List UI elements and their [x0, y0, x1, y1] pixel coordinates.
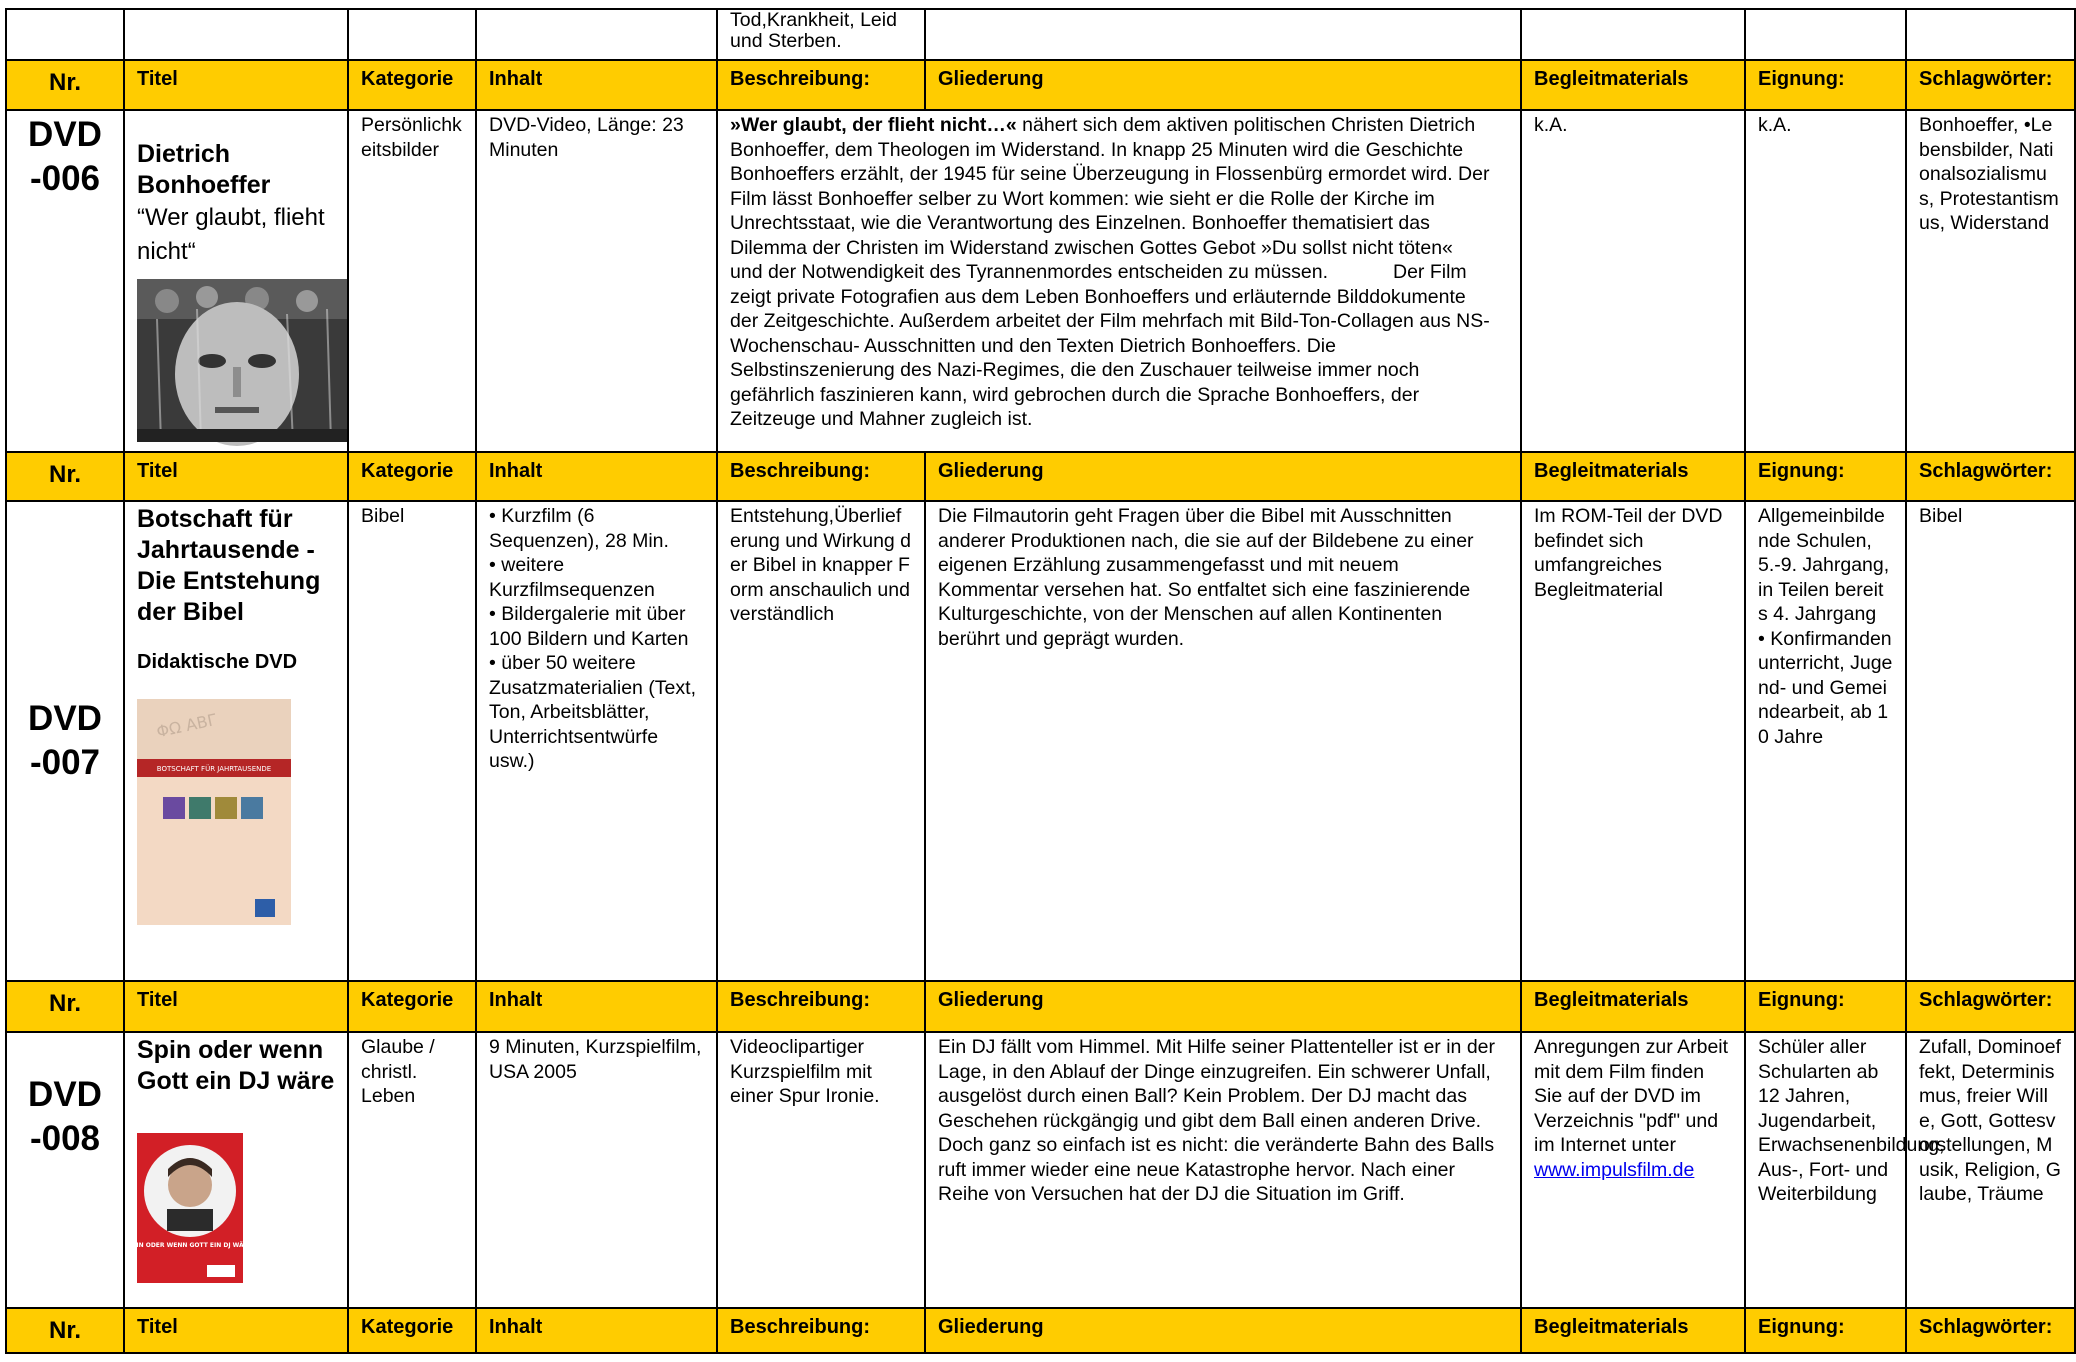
entry-inhalt: DVD-Video, Länge: 23 Minuten [476, 110, 717, 452]
entry-eignung: Schüler aller Schularten ab 12 Jahren, Jugendarbeit, Erwachsenenbildung, Aus-, Fort- und Weiterbildung [1745, 1032, 1906, 1308]
cover-title-text: SPIN ODER WENN GOTT EIN DJ WÄRE [127, 1242, 253, 1249]
partial-begleit-cell [1521, 9, 1745, 60]
cover-title-text: BOTSCHAFT FÜR JAHRTAUSENDE [156, 764, 272, 773]
header-kategorie: Kategorie [348, 1308, 476, 1353]
entry-row-dvd-006 [6, 110, 2075, 452]
entry-row-dvd-008 [6, 1032, 2075, 1308]
header-row [6, 60, 2075, 110]
partial-titel-cell [124, 9, 348, 60]
entry-row-dvd-007 [6, 501, 2075, 981]
partial-kategorie-cell [348, 9, 476, 60]
header-inhalt: Inhalt [476, 1308, 717, 1353]
bonhoeffer-portrait-image [137, 279, 347, 442]
header-begleit: Begleitmaterials [1521, 60, 1745, 110]
header-begleit: Begleitmaterials [1521, 981, 1745, 1032]
header-titel: Titel [124, 452, 348, 501]
entry-title-cell [124, 110, 348, 452]
entry-kategorie: Glaube / christl. Leben [348, 1032, 476, 1308]
header-kategorie: Kategorie [348, 60, 476, 110]
header-schlag: Schlagwörter: [1906, 60, 2075, 110]
media-catalog-table [5, 8, 2076, 1354]
partial-schlag-cell [1906, 9, 2075, 60]
header-nr: Nr. [6, 60, 124, 110]
partial-nr-cell [6, 9, 124, 60]
entry-begleit: Anregungen zur Arbeit mit dem Film finden Sie auf der DVD im Verzeichnis "pdf" und im Internet unter [1534, 1036, 1729, 1156]
header-beschreibung: Beschreibung: [717, 1308, 925, 1353]
header-row [6, 1308, 2075, 1353]
entry-kategorie: Persönlichkeitsbilder [348, 110, 476, 452]
header-eignung: Eignung: [1745, 1308, 1906, 1353]
entry-eignung: k.A. [1745, 110, 1906, 452]
entry-title-cell [124, 501, 348, 981]
partial-gliederung-cell [925, 9, 1521, 60]
header-titel: Titel [124, 1308, 348, 1353]
entry-title: Spin oder wenn Gott ein DJ wäre [137, 1036, 335, 1095]
entry-subtitle: Didaktische DVD [137, 651, 298, 673]
partial-inhalt-cell [476, 9, 717, 60]
entry-gliederung: Die Filmautorin geht Fragen über die Bibel mit Ausschnitten anderer Produktionen nach, die sie auf der Bildebene zu einer eigenen Erzählung zusammengefasst und mit neuem Kommentar versehen hat. So entfaltet sich eine faszinierende Kulturgeschichte, von der Menschen auf allen Kontinenten berührt und geprägt wurden. [925, 501, 1521, 981]
header-gliederung: Gliederung [925, 60, 1521, 110]
entry-beschreibung: Videoclipartiger Kurzspielfilm mit einer Spur Ironie. [717, 1032, 925, 1308]
impulsfilm-link[interactable]: www.impulsfilm.de [1534, 1158, 1695, 1181]
entry-title: Botschaft für Jahrtausende - Die Entstehung der Bibel [137, 505, 321, 626]
header-inhalt: Inhalt [476, 981, 717, 1032]
entry-begleit-cell [1521, 1032, 1745, 1308]
header-beschreibung: Beschreibung: [717, 981, 925, 1032]
header-kategorie: Kategorie [348, 452, 476, 501]
entry-nr: DVD -007 [6, 501, 124, 981]
partial-beschreibung-cell: Tod,Krankheit, Leid und Sterben. [717, 9, 925, 60]
header-titel: Titel [124, 60, 348, 110]
entry-gliederung: Ein DJ fällt vom Himmel. Mit Hilfe seiner Plattenteller ist er in der Lage, in den Ablauf der Dinge einzugreifen. Ein schwerer Unfall, ausgelöst durch einen Ball? Kein Problem. Der DJ macht das Geschehen rückgängig und gibt dem Ball einen anderen Drive. Doch ganz so einfach ist es nicht: die veränderte Bahn des Balls ruft immer wieder eine neue Katastrophe hervor. Nach einer Reihe von Versuchen hat der DJ die Situation im Griff. [925, 1032, 1521, 1308]
entry-beschreibung-text: nähert sich dem aktiven politischen Christen Dietrich Bonhoeffer, dem Theologen im Widerstand. In knapp 25 Minuten wird die Geschichte Bonhoeffers erzählt, der 1945 für seine Überzeugung in Flossenbürg ermordet wird. Der Film lässt Bonhoeffer selber zu Wort kommen: wie sieht er die Rolle der Kirche im Unrechtsstaat, wie die Verantwortung des Einzelnen. Bonhoeffer thematisiert das Dilemma der Christen im Widerstand zwischen Gottes Gebot »Du sollst nicht töten« und der Notwendigkeit des Tyrannenmordes entscheiden zu müssen. Der Film zeigt private Fotografien aus dem Leben Bonhoeffers und erläuternde Bilddokumente der Zeitgeschichte. Außerdem arbeitet der Film mehrfach mit Bild-Ton-Collagen aus NS-Wochenschau- Ausschnitten und den Texten Dietrich Bonhoeffers. Die Selbstinszenierung des Nazi-Regimes, die den Zuschauer teilweise immer noch gefährlich faszinieren kann, wird gebrochen durch die Sprache Bonhoeffers, der Zeitzeuge und Mahner zugleich ist. [730, 114, 1495, 430]
header-gliederung: Gliederung [925, 981, 1521, 1032]
header-kategorie: Kategorie [348, 981, 476, 1032]
entry-eignung: Allgemeinbildende Schulen, 5.-9. Jahrgang, in Teilen bereits 4. Jahrgang • Konfirmandenunterricht, Jugend- und Gemeindearbeit, ab 10 Jahre [1745, 501, 1906, 981]
header-eignung: Eignung: [1745, 452, 1906, 501]
entry-nr: DVD -006 [6, 110, 124, 452]
entry-beschreibung [717, 110, 1521, 452]
entry-begleit: k.A. [1521, 110, 1745, 452]
header-row [6, 981, 2075, 1032]
header-beschreibung: Beschreibung: [717, 60, 925, 110]
entry-inhalt: 9 Minuten, Kurzspielfilm, USA 2005 [476, 1032, 717, 1308]
header-nr: Nr. [6, 452, 124, 501]
entry-title-cell [124, 1032, 348, 1308]
spin-dvd-cover-image [127, 1133, 253, 1283]
header-schlag: Schlagwörter: [1906, 452, 2075, 501]
header-schlag: Schlagwörter: [1906, 981, 2075, 1032]
entry-nr: DVD -008 [6, 1032, 124, 1308]
partial-eignung-cell [1745, 9, 1906, 60]
header-inhalt: Inhalt [476, 452, 717, 501]
header-row [6, 452, 2075, 501]
header-eignung: Eignung: [1745, 60, 1906, 110]
header-gliederung: Gliederung [925, 452, 1521, 501]
header-gliederung: Gliederung [925, 1308, 1521, 1353]
entry-title: Dietrich Bonhoeffer [137, 140, 271, 199]
header-begleit: Begleitmaterials [1521, 1308, 1745, 1353]
header-nr: Nr. [6, 981, 124, 1032]
entry-kategorie: Bibel [348, 501, 476, 981]
entry-begleit: Im ROM-Teil der DVD befindet sich umfangreiches Begleitmaterial [1521, 501, 1745, 981]
svg-text:ΦΩ ΑΒΓ: ΦΩ ΑΒΓ [154, 709, 219, 741]
partial-row [6, 9, 2075, 60]
header-begleit: Begleitmaterials [1521, 452, 1745, 501]
entry-beschreibung: Entstehung,Überlieferung und Wirkung der Bibel in knapper Form anschaulich und verständlich [717, 501, 925, 981]
entry-schlag: Zufall, Dominoeffekt, Determinismus, freier Wille, Gott, Gottesvorstellungen, Musik, Religion, Glaube, Träume [1906, 1032, 2075, 1308]
entry-inhalt: • Kurzfilm (6 Sequenzen), 28 Min. • weitere Kurzfilmsequenzen • Bildergalerie mit über 100 Bildern und Karten • über 50 weitere Zusatzmaterialien (Text, Ton, Arbeitsblätter, Unterrichtsentwürfe usw.) [476, 501, 717, 981]
header-titel: Titel [124, 981, 348, 1032]
entry-beschreibung-lead: »Wer glaubt, der flieht nicht…« [730, 114, 1017, 136]
entry-schlag: Bibel [1906, 501, 2075, 981]
header-schlag: Schlagwörter: [1906, 1308, 2075, 1353]
header-beschreibung: Beschreibung: [717, 452, 925, 501]
header-eignung: Eignung: [1745, 981, 1906, 1032]
header-nr: Nr. [6, 1308, 124, 1353]
bibel-dvd-cover-image [137, 699, 291, 925]
header-inhalt: Inhalt [476, 60, 717, 110]
entry-schlag: Bonhoeffer, •Lebensbilder, Nationalsozialismus, Protestantismus, Widerstand [1906, 110, 2075, 452]
entry-subtitle: “Wer glaubt, flieht nicht“ [137, 204, 325, 265]
